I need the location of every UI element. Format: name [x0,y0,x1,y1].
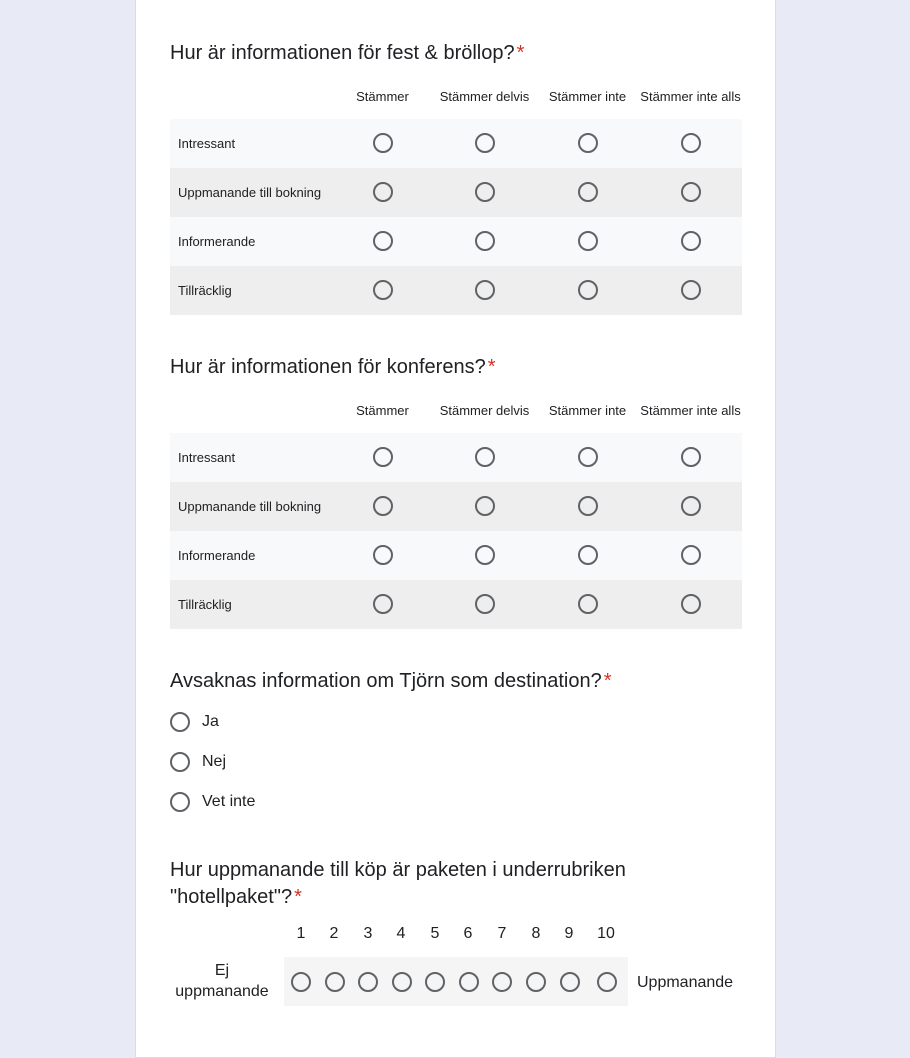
column-header: Stämmer [356,402,409,418]
grid-header [170,73,742,119]
radio-button[interactable] [578,133,598,153]
radio-button[interactable] [358,972,378,992]
radio-button[interactable] [373,133,393,153]
column-header: Stämmer inte alls [640,402,741,418]
scale-high-label: Uppmanande [637,974,734,991]
radio-button[interactable] [373,545,393,565]
column-header: Stämmer delvis [439,402,530,418]
radio-button[interactable] [373,280,393,300]
question-title-hotellpaket: Hur uppmanande till köp är paketen i underrubriken "hotellpaket"? * [170,859,626,908]
radio-button[interactable] [425,972,445,992]
radio-button[interactable] [681,280,701,300]
required-asterisk: * [487,356,496,378]
scale-number: 10 [597,925,615,942]
radio-button[interactable] [475,280,495,300]
radio-button[interactable] [560,972,580,992]
scale-number: 7 [497,925,507,942]
row-label: Informerande [178,548,256,563]
radio-button[interactable] [170,792,190,812]
radio-button[interactable] [170,752,190,772]
grid-header [170,387,742,433]
radio-button[interactable] [475,182,495,202]
scale-number: 2 [329,925,339,942]
question-title-fest-brollop: Hur är informationen för fest & bröllop? * [170,42,525,64]
grid-row-intressant [170,119,742,168]
radio-button[interactable] [373,182,393,202]
grid-row-informerande [170,217,742,266]
radio-button[interactable] [578,594,598,614]
grid-row-tillracklig [170,580,742,629]
radio-button[interactable] [475,231,495,251]
radio-button[interactable] [578,545,598,565]
row-label: Uppmanande till bokning [178,185,322,200]
scale-number: 8 [531,925,541,942]
linear-scale [284,957,628,1006]
radio-button[interactable] [681,496,701,516]
row-label: Tillräcklig [178,283,232,298]
required-asterisk: * [516,42,525,64]
radio-button[interactable] [578,182,598,202]
radio-button[interactable] [475,447,495,467]
radio-button[interactable] [597,972,617,992]
scale-number: 3 [363,925,373,942]
radio-button[interactable] [578,496,598,516]
column-header: Stämmer [356,88,409,104]
grid-row-tillracklig [170,266,742,315]
radio-button[interactable] [170,712,190,732]
question-title-konferens: Hur är informationen för konferens? * [170,356,496,378]
choice-label: Vet inte [202,793,256,810]
required-asterisk: * [603,670,612,692]
question-title-tjorn: Avsaknas information om Tjörn som destination? * [170,670,612,692]
choice-label: Nej [202,753,227,770]
scale-number: 4 [396,925,406,942]
radio-button[interactable] [373,231,393,251]
grid-row-uppmanande [170,482,742,531]
required-asterisk: * [294,886,302,908]
row-label: Intressant [178,136,236,151]
row-label: Uppmanande till bokning [178,499,322,514]
column-header: Stämmer inte [548,402,627,418]
form-card [135,0,776,1058]
radio-button[interactable] [373,447,393,467]
grid-konferens [170,387,742,629]
row-label: Tillräcklig [178,597,232,612]
radio-button[interactable] [681,231,701,251]
radio-button[interactable] [475,594,495,614]
column-header: Stämmer delvis [439,88,530,104]
radio-button[interactable] [392,972,412,992]
column-header: Stämmer inte [548,88,627,104]
radio-button[interactable] [492,972,512,992]
scale-number: 6 [463,925,473,942]
scale-low-label: Ej uppmanande [175,962,269,1000]
radio-button[interactable] [475,133,495,153]
scale-number: 1 [296,925,306,942]
radio-button[interactable] [325,972,345,992]
row-label: Intressant [178,450,236,465]
scale-number: 5 [430,925,440,942]
grid-fest-brollop [170,73,742,315]
grid-row-intressant [170,433,742,482]
radio-button[interactable] [373,594,393,614]
radio-button[interactable] [459,972,479,992]
column-header: Stämmer inte alls [640,88,741,104]
radio-button[interactable] [526,972,546,992]
radio-button[interactable] [681,447,701,467]
radio-button[interactable] [681,182,701,202]
radio-button[interactable] [291,972,311,992]
radio-button[interactable] [373,496,393,516]
radio-button[interactable] [475,545,495,565]
radio-button[interactable] [681,545,701,565]
radio-button[interactable] [681,594,701,614]
row-label: Informerande [178,234,256,249]
scale-number: 9 [564,925,574,942]
radio-button[interactable] [578,231,598,251]
grid-row-informerande [170,531,742,580]
grid-row-uppmanande [170,168,742,217]
radio-button[interactable] [578,447,598,467]
radio-button[interactable] [475,496,495,516]
choice-label: Ja [202,713,219,730]
radio-button[interactable] [578,280,598,300]
radio-button[interactable] [681,133,701,153]
